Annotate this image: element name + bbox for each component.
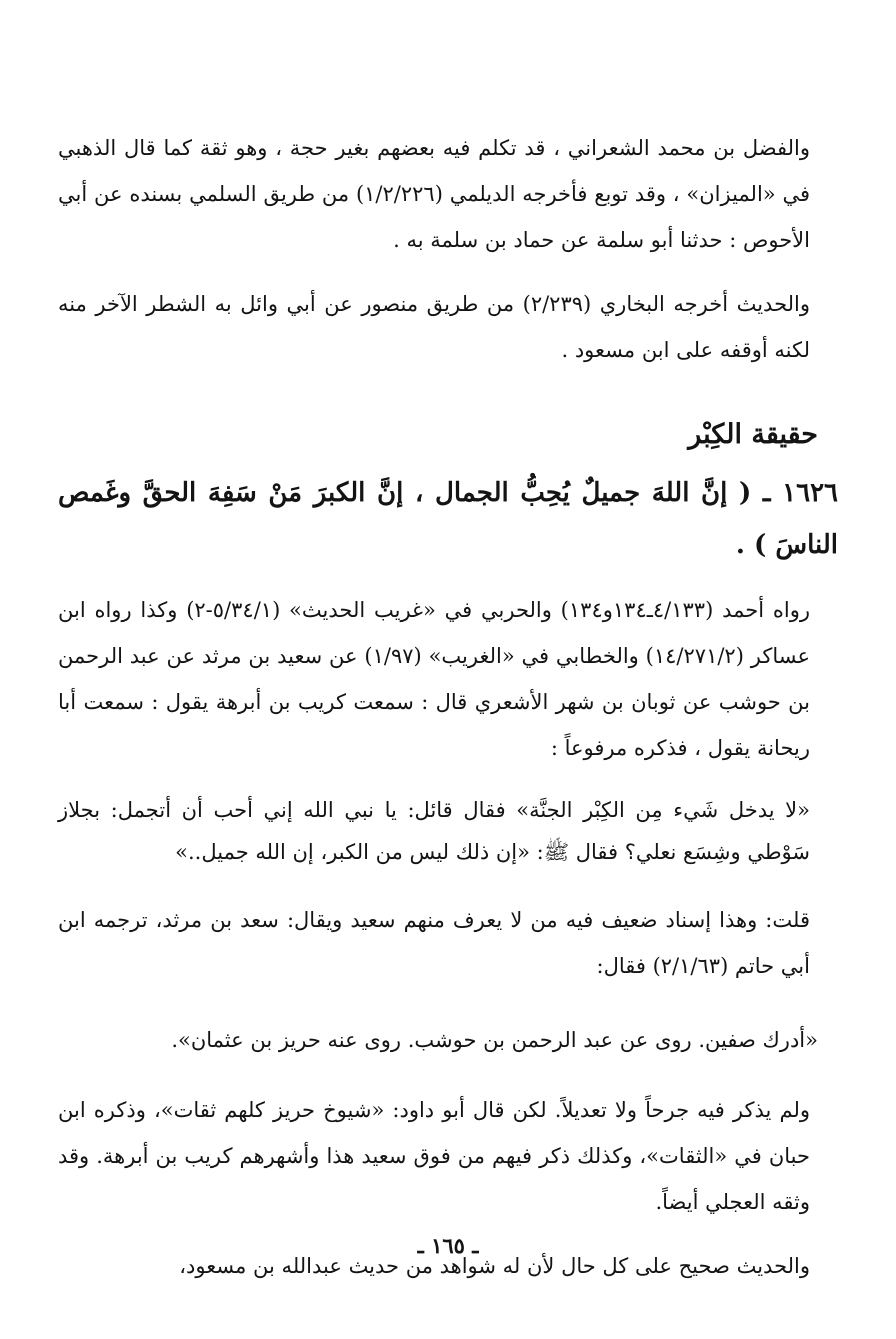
hadith-heading: ١٦٢٦ ـ ( إنَّ اللهَ جميلٌ يُحِبُّ الجمال ، إنَّ الكبرَ مَنْ سَفِهَ الحقَّ وغَمص الناسَ ) . (58, 478, 838, 560)
hadith-quote: «لا يدخل شَيء مِن الكِبْر الجنَّة» فقال قائل: يا نبي الله إني أحب أن أتجمل: بجلاز سَوْطي وشِسَع نعلي؟ فقال ﷺ: «إن ذلك ليس من الكبر، إن الله جميل..» (58, 798, 810, 864)
page-number: ـ ١٦٥ ـ (417, 1233, 479, 1258)
page-body (58, 125, 838, 1307)
section-title: حقيقة الكِبْر (688, 419, 818, 450)
paragraph-tawthiq: ولم يذكر فيه جرحاً ولا تعديلاً. لكن قال أبو داود: «شيوخ حريز كلهم ثقات»، وذكره ابن حبان في «الثقات»، وكذلك ذكر فيهم من فوق سعيد هذا وأشهرهم كريب بن أبرهة. وقد وثقه العجلي أيضاً. (58, 1098, 810, 1214)
paragraph-isnad-critique: قلت: وهذا إسناد ضعيف فيه من لا يعرف منهم سعيد ويقال: سعد بن مرثد، ترجمه ابن أبي حاتم (٢/١/٦٣) فقال: (58, 908, 810, 978)
paragraph-narrator-note: والفضل بن محمد الشعراني ، قد تكلم فيه بعضهم بغير حجة ، وهو ثقة كما قال الذهبي في «الميزان» ، وقد توبع فأخرجه الديلمي (١/٢/٢٢٦) من طريق السلمي بسنده عن أبي الأحوص : حدثنا أبو سلمة عن حماد بن سلمة به . (58, 136, 810, 252)
paragraph-conclusion: والحديث صحيح على كل حال لأن له شواهد من حديث عبدالله بن مسعود، (179, 1254, 810, 1278)
paragraph-takhrij: رواه أحمد (٤/١٣٣ـ١٣٤و١٣٤) والحربي في «غريب الحديث» (٥/٣٤/١-٢) وكذا رواه ابن عساكر (١٤/٢٧١/٢) والخطابي في «الغريب» (١/٩٧) عن سعيد بن مرثد عن عبد الرحمن بن حوشب عن ثوبان بن شهر الأشعري قال : سمعت كريب بن أبرهة يقول : سمعت أبا ريحانة يقول ، فذكره مرفوعاً : (58, 598, 810, 760)
paragraph-bukhari-note: والحديث أخرجه البخاري (٢/٢٣٩) من طريق منصور عن أبي وائل به الشطر الآخر منه لكنه أوقفه على ابن مسعود . (58, 292, 810, 362)
ibn-abi-hatim-quote: «أدرك صفين. روى عن عبد الرحمن بن حوشب. روى عنه حريز بن عثمان». (171, 1028, 818, 1052)
